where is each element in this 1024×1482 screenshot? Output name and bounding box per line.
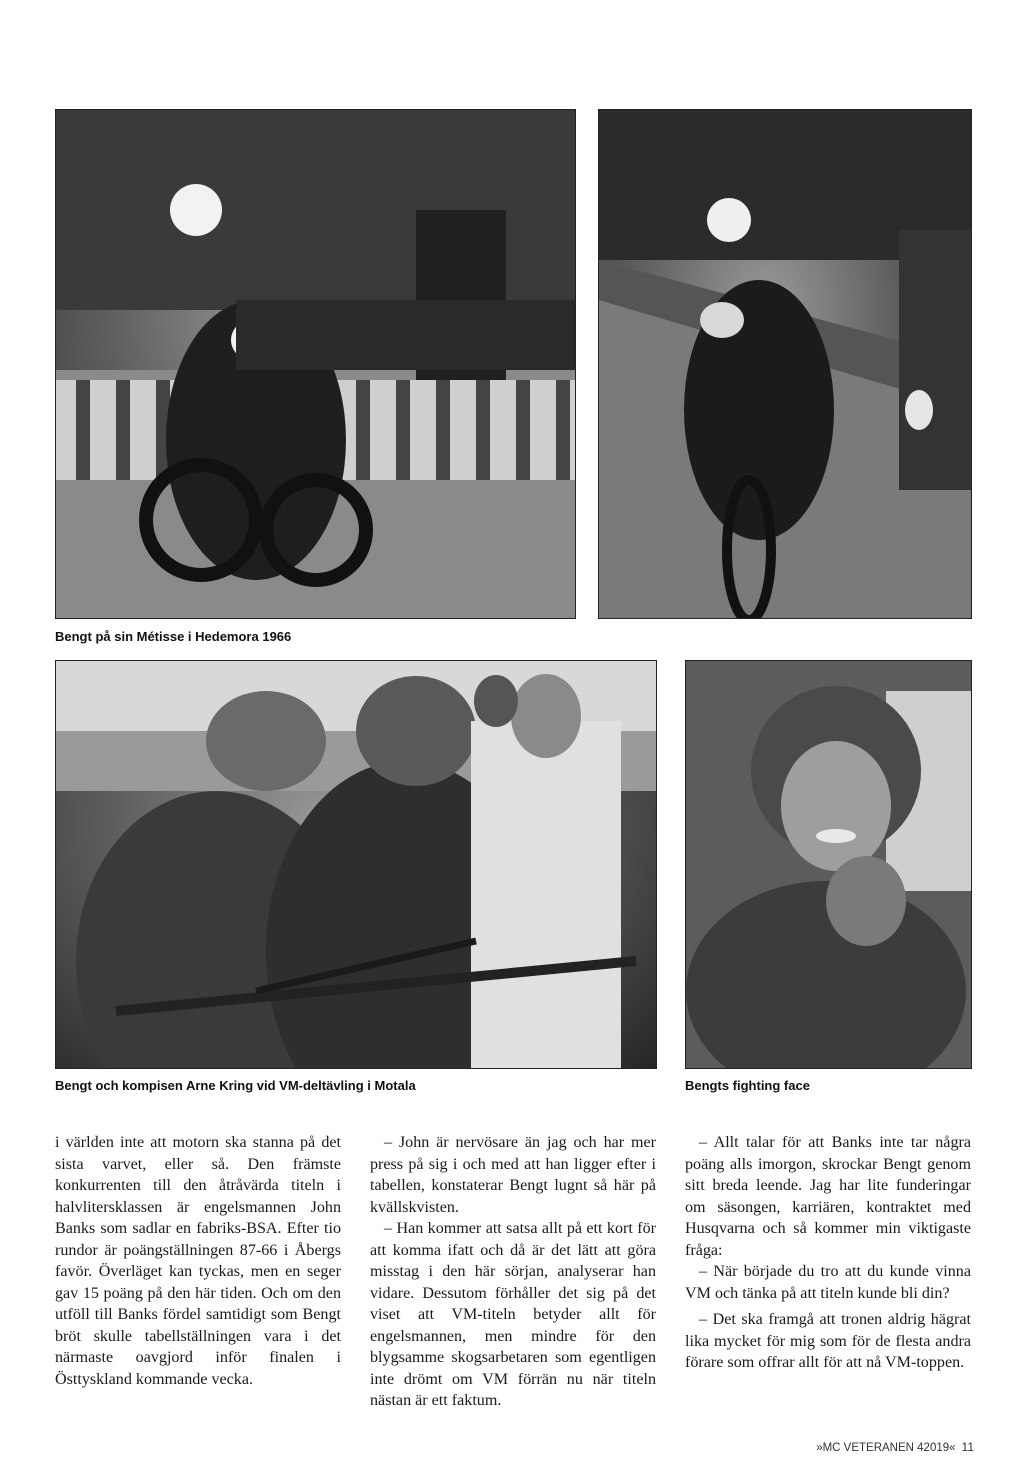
photo-hedemora-left [55,109,576,619]
text-column-2 [370,1132,656,1412]
photo-hedemora-right [598,109,972,619]
paragraph: – När började du tro att du kunde vinna VM och tänka på att titeln kunde bli din? [685,1263,971,1302]
publication-name: »MC VETERANEN 42019« [816,1442,956,1454]
paragraph: – Han kommer att satsa allt på ett kort för att komma ifatt och då är det lätt att göra misstag i den här sörjan, analyserar han vidare. Dessutom förhåller det sig på det viset att VM-titeln betyder allt för engelsmannen, men mindre för den blygsamme skogsarbetaren som egentligen inte drömt om VM förrän nu när titeln nästan är ett faktum. [370,1220,656,1409]
paragraph: – John är nervösare än jag och har mer press på sig i och med att han ligger efter i tabellen, konstaterar Bengt lugnt så här på kvällskvisten. [370,1134,656,1216]
paragraph: – Det ska framgå att tronen aldrig hägrat lika mycket för mig som för de flesta andra förare som offrar allt för att nå VM-toppen. [685,1311,971,1371]
text-column-1 [55,1132,341,1390]
paragraph: – Allt talar för att Banks inte tar några poäng alls imorgon, skrockar Bengt genom sitt breda leende. Jag har lite funderingar om säsongen, karriären, kontraktet med Husqvarna och så kommer min viktigaste fråga: [685,1134,971,1259]
muddy-face-photo-icon [686,661,971,1068]
page-number: 11 [961,1440,974,1454]
page-footer [816,1440,974,1454]
text-column-3 [685,1132,971,1374]
caption-motala: Bengt och kompisen Arne Kring vid VM-deltävling i Motala [55,1078,416,1093]
photo-fighting-face [685,660,972,1069]
caption-hedemora: Bengt på sin Métisse i Hedemora 1966 [55,629,292,644]
caption-fighting-face: Bengts fighting face [685,1078,810,1093]
muddy-riders-photo-icon [56,661,656,1068]
motocross-rider-photo-icon [599,110,971,618]
photo-motala [55,660,657,1069]
paragraph: i världen inte att motorn ska stanna på det sista varvet, eller så. Den främste konkurrenten till den åtråvärda titeln i halvlitersklassen är engelsmannen John Banks som sadlar en fabriks-BSA. Efter tio rundor är poängställningen 87-66 i Åbergs favör. Överläget kan tyckas, men en seger gav 15 poäng på den här tiden. Och om den utföll till Banks fördel samtidigt som Bengt bröt skulle tabellställningen vara i det närmaste oavgjord inför finalen i Östtyskland kommande vecka. [55,1134,341,1388]
motocross-rider-photo-icon [56,110,575,618]
